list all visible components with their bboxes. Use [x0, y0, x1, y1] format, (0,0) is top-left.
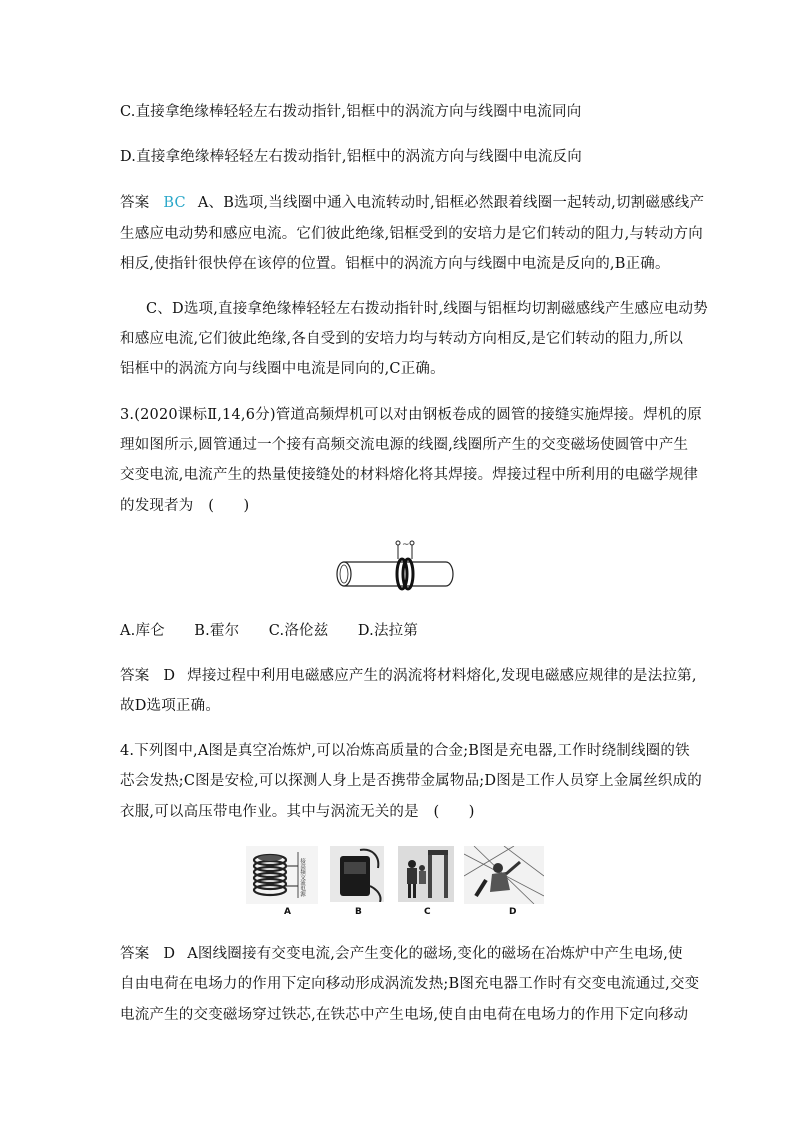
ac-source-symbol: ~	[402, 540, 410, 550]
figure-a-label: 接高频交流电源	[299, 858, 305, 897]
answer4-line2: 自由电荷在电场力的作用下定向移动形成涡流发热;B图充电器工作时有交变电流通过,交变	[120, 976, 700, 992]
q4-line3: 衣服,可以高压带电作业。其中与涡流无关的是 ( )	[120, 804, 475, 820]
answer2-line6: 铝框中的涡流方向与线圈中电流是同向的,C正确。	[120, 361, 445, 377]
answer2-line4: C、D选项,直接拿绝缘棒轻轻左右拨动指针时,线圈与铝框均切割磁感线产生感应电动势	[146, 301, 708, 317]
answer3-line1	[120, 666, 697, 686]
answer2-line2: 生感应电动势和感应电流。它们彼此绝缘,铝框受到的安培力是它们转动的阻力,与转动方向	[120, 226, 703, 242]
figure-a-furnace	[246, 846, 318, 904]
pipe-welder-figure	[334, 538, 460, 596]
answer-label: 答案	[120, 668, 150, 684]
figure-d-live-line-work	[464, 846, 544, 904]
q3-options: A.库仑 B.霍尔 C.洛伦兹 D.法拉第	[120, 623, 419, 639]
answer3-line2: 故D选项正确。	[120, 698, 221, 714]
option-c: C.直接拿绝缘棒轻轻左右拨动指针,铝框中的涡流方向与线圈中电流同向	[120, 104, 582, 120]
option-d: D.直接拿绝缘棒轻轻左右拨动指针,铝框中的涡流方向与线圈中电流反向	[120, 149, 582, 165]
answer-key: D	[163, 668, 176, 684]
q3-line2: 理如图所示,圆管通过一个接有高频交流电源的线圈,线圈所产生的交变磁场使圆管中产生	[120, 437, 689, 453]
answer-text: A、B选项,当线圈中通入电流转动时,铝框必然跟着线圈一起转动,切割磁感线产	[197, 195, 705, 211]
answer-label: 答案	[120, 946, 150, 962]
figure-b-caption: B	[355, 907, 362, 917]
answer-key: D	[163, 946, 176, 962]
figure-c-caption: C	[424, 907, 431, 917]
figure-b-charger	[330, 846, 384, 902]
q3-line3: 交变电流,电流产生的热量使接缝处的材料熔化将其焊接。焊接过程中所利用的电磁学规律	[120, 467, 699, 483]
figure-c-security-check	[398, 846, 454, 902]
answer4-line3: 电流产生的交变磁场穿过铁芯,在铁芯中产生电场,使自由电荷在电场力的作用下定向移动	[120, 1007, 689, 1023]
q3-line1: 3.(2020课标Ⅱ,14,6分)管道高频焊机可以对由钢板卷成的圆管的接缝实施焊接。焊机的原	[120, 407, 702, 423]
q4-line2: 芯会发热;C图是安检,可以探测人身上是否携带金属物品;D图是工作人员穿上金属丝织成的	[120, 773, 702, 789]
q4-line1: 4.下列图中,A图是真空冶炼炉,可以冶炼高质量的合金;B图是充电器,工作时绕制线圈的铁	[120, 743, 690, 759]
answer2-line1	[120, 193, 704, 213]
answer-text: 焊接过程中利用电磁感应产生的涡流将材料熔化,发现电磁感应规律的是法拉第,	[187, 668, 697, 684]
q3-line4: 的发现者为 ( )	[120, 498, 250, 514]
answer2-line3: 相反,使指针很快停在该停的位置。铝框中的涡流方向与线圈中电流是反向的,B正确。	[120, 256, 670, 272]
answer2-line5: 和感应电流,它们彼此绝缘,各自受到的安培力均与转动方向相反,是它们转动的阻力,所以	[120, 331, 684, 347]
figure-d-caption: D	[509, 907, 517, 917]
figure-a-caption: A	[284, 907, 291, 917]
answer4-line1	[120, 944, 683, 964]
answer-label: 答案	[120, 195, 150, 211]
answer-key: BC	[163, 195, 186, 211]
answer-text: A图线圈接有交变电流,会产生变化的磁场,变化的磁场在冶炼炉中产生电场,使	[187, 946, 683, 962]
